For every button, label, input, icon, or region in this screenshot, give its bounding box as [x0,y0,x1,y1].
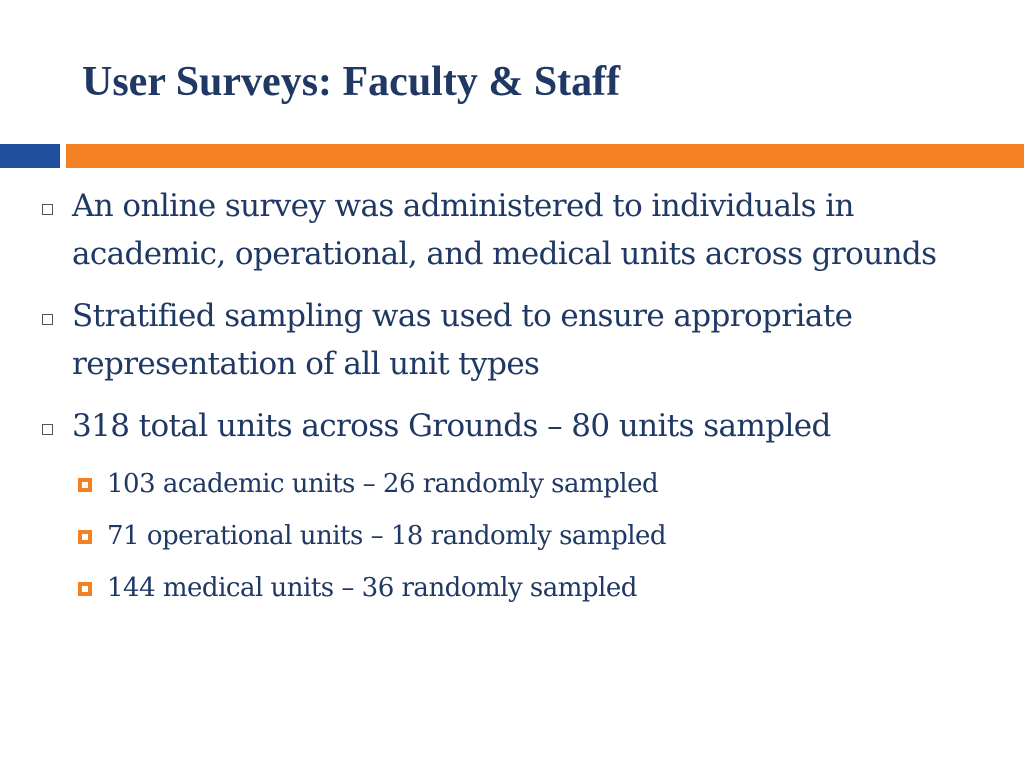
divider-bar-orange [66,144,1024,168]
hollow-square-bullet-icon [42,424,53,435]
divider-bar-blue [0,144,60,168]
bullet-text: Stratified sampling was used to ensure appropriate representation of all unit types [72,298,853,382]
sub-bullet-text: 103 academic units – 26 randomly sampled [107,469,659,499]
sub-bullet-text: 144 medical units – 36 randomly sampled [107,573,637,603]
orange-square-bullet-icon [78,530,92,544]
sub-bullet-text: 71 operational units – 18 randomly sampled [107,521,667,551]
sub-bullet-item [0,562,1024,614]
hollow-square-bullet-icon [42,314,53,325]
bullet-item [0,292,1024,388]
bullet-item [0,402,1024,450]
sub-bullet-item [0,458,1024,510]
bullet-text: An online survey was administered to individuals in academic, operational, and medical units across grounds [72,188,937,272]
orange-square-bullet-icon [78,478,92,492]
bullet-item [0,182,1024,278]
bullet-text: 318 total units across Grounds – 80 units sampled [72,408,831,444]
sub-bullet-item [0,510,1024,562]
orange-square-bullet-icon [78,582,92,596]
slide-title: User Surveys: Faculty & Staff [82,59,621,105]
hollow-square-bullet-icon [42,204,53,215]
slide-body [0,182,1024,614]
sub-bullet-list [0,458,1024,614]
